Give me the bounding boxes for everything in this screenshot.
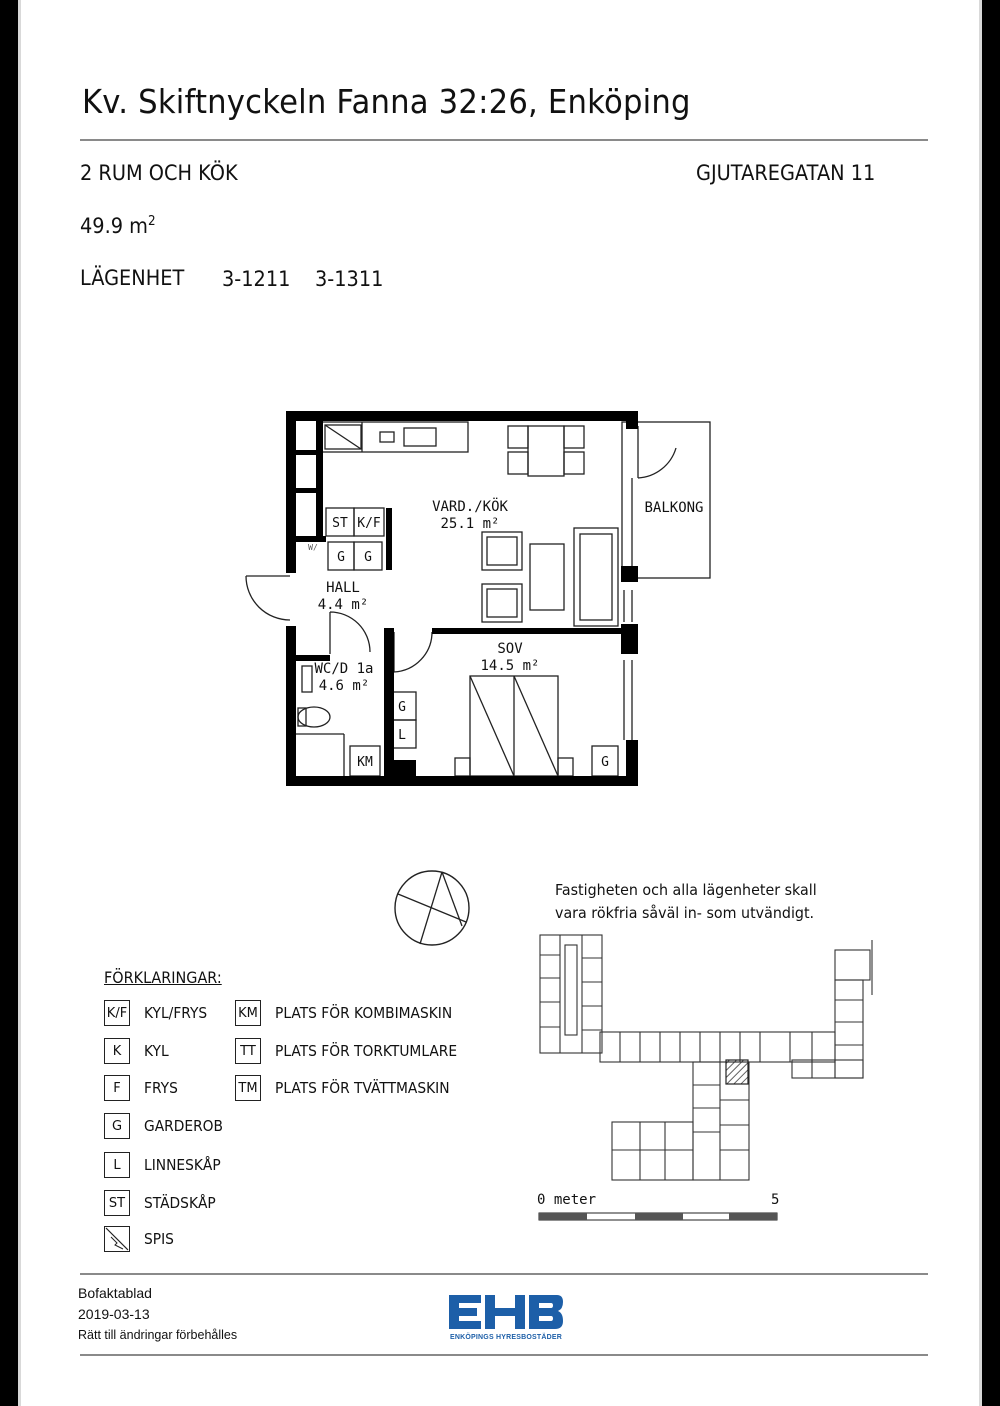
page-frame-left-edge	[18, 0, 21, 1406]
scale-end-label: 5	[771, 1192, 780, 1208]
scale-start-label: 0 meter	[537, 1192, 597, 1208]
legend-item	[104, 1152, 227, 1178]
tag-g: G	[601, 755, 609, 770]
north-arrow-icon	[390, 866, 474, 950]
tag-g: G	[337, 550, 345, 565]
legend-item	[104, 1113, 230, 1139]
footer-doc-type: Bofaktablad	[78, 1285, 152, 1301]
legend-code: L	[104, 1152, 130, 1178]
legend-item	[104, 1075, 181, 1101]
page-title: Kv. Skiftnyckeln Fanna 32:26, Enköping	[82, 82, 691, 121]
scale-bar	[535, 1188, 785, 1228]
legend-item	[104, 1000, 213, 1026]
footer-date: 2019-03-13	[78, 1306, 150, 1322]
legend-item	[235, 1000, 468, 1026]
legend-code: K	[104, 1038, 130, 1064]
legend-label: GARDEROB	[144, 1117, 223, 1135]
site-plan	[530, 930, 880, 1185]
legend-item	[235, 1038, 473, 1064]
room-label-balcony: BALKONG	[644, 500, 704, 516]
legend-label: FRYS	[144, 1079, 178, 1097]
legend-code: G	[104, 1113, 130, 1139]
legend-item	[104, 1226, 177, 1252]
apartment-number-2: 3-1311	[315, 267, 384, 291]
logo-subtitle: ENKÖPINGS HYRESBOSTÄDER	[450, 1334, 562, 1341]
legend-code: TM	[235, 1075, 261, 1101]
tag-l: L	[398, 728, 406, 743]
tag-g: G	[364, 550, 372, 565]
tag-wm: W/	[308, 543, 318, 552]
footer-divider-bottom	[80, 1354, 928, 1356]
legend-label: PLATS FÖR KOMBIMASKIN	[275, 1004, 453, 1022]
coffee-table	[530, 544, 564, 610]
legend-label: KYL/FRYS	[144, 1004, 208, 1022]
legend-label: SPIS	[144, 1230, 174, 1248]
room-label-wc: WC/D 1a	[314, 661, 374, 677]
apartment-area: 49.9 $m^2$	[80, 214, 156, 238]
legend-item	[104, 1190, 222, 1216]
footer-disclaimer: Rätt till ändringar förbehålles	[78, 1328, 238, 1342]
room-count: 2 RUM OCH KÖK	[80, 161, 238, 185]
dining-table	[528, 426, 564, 476]
stove-icon	[104, 1226, 130, 1252]
legend-title: FÖRKLARINGAR:	[104, 968, 222, 987]
room-label-hall: HALL	[326, 580, 360, 596]
footer-divider-top	[80, 1273, 928, 1275]
legend-label: KYL	[144, 1042, 169, 1060]
page-frame-right-edge	[979, 0, 982, 1406]
legend-code: ST	[104, 1190, 130, 1216]
current-building-marker	[726, 1060, 748, 1084]
tag-st: ST	[332, 516, 348, 531]
page-frame-left	[0, 0, 18, 1406]
room-area-bedroom: 14.5 m²	[480, 658, 540, 674]
legend-label: PLATS FÖR TVÄTTMASKIN	[275, 1079, 450, 1097]
balcony-door-swing	[638, 448, 676, 478]
apartment-label: LÄGENHET	[80, 266, 185, 290]
legend-item	[235, 1075, 465, 1101]
title-divider	[80, 139, 928, 141]
street-address: GJUTAREGATAN 11	[696, 161, 876, 185]
entry-door-swing	[246, 576, 290, 620]
ehb-logo	[445, 1291, 567, 1333]
legend-label: LINNESKÅP	[144, 1156, 221, 1174]
room-area-wc: 4.6 m²	[318, 678, 370, 694]
tag-kf: K/F	[357, 516, 381, 531]
legend-label: STÄDSKÅP	[144, 1194, 216, 1212]
floor-plan	[230, 400, 730, 795]
page-frame-right	[982, 0, 1000, 1406]
legend-item	[104, 1038, 171, 1064]
tag-g: G	[398, 700, 406, 715]
room-area-living: 25.1 m²	[440, 516, 500, 532]
legend-code: KM	[235, 1000, 261, 1026]
toilet	[298, 707, 330, 727]
room-label-bedroom: SOV	[497, 641, 523, 657]
tag-km: KM	[357, 755, 373, 770]
apartment-number-1: 3-1211	[222, 267, 291, 291]
room-area-hall: 4.4 m²	[317, 597, 369, 613]
armchair	[482, 584, 522, 622]
smoke-free-notice: Fastigheten och alla lägenheter skall vara rökfria såväl in- som utvändigt.	[555, 881, 817, 922]
legend-label: PLATS FÖR TORKTUMLARE	[275, 1042, 458, 1060]
legend-code: K/F	[104, 1000, 130, 1026]
armchair	[482, 532, 522, 570]
legend-code: F	[104, 1075, 130, 1101]
legend-code: TT	[235, 1038, 261, 1064]
room-label-living: VARD./KÖK	[432, 499, 508, 515]
